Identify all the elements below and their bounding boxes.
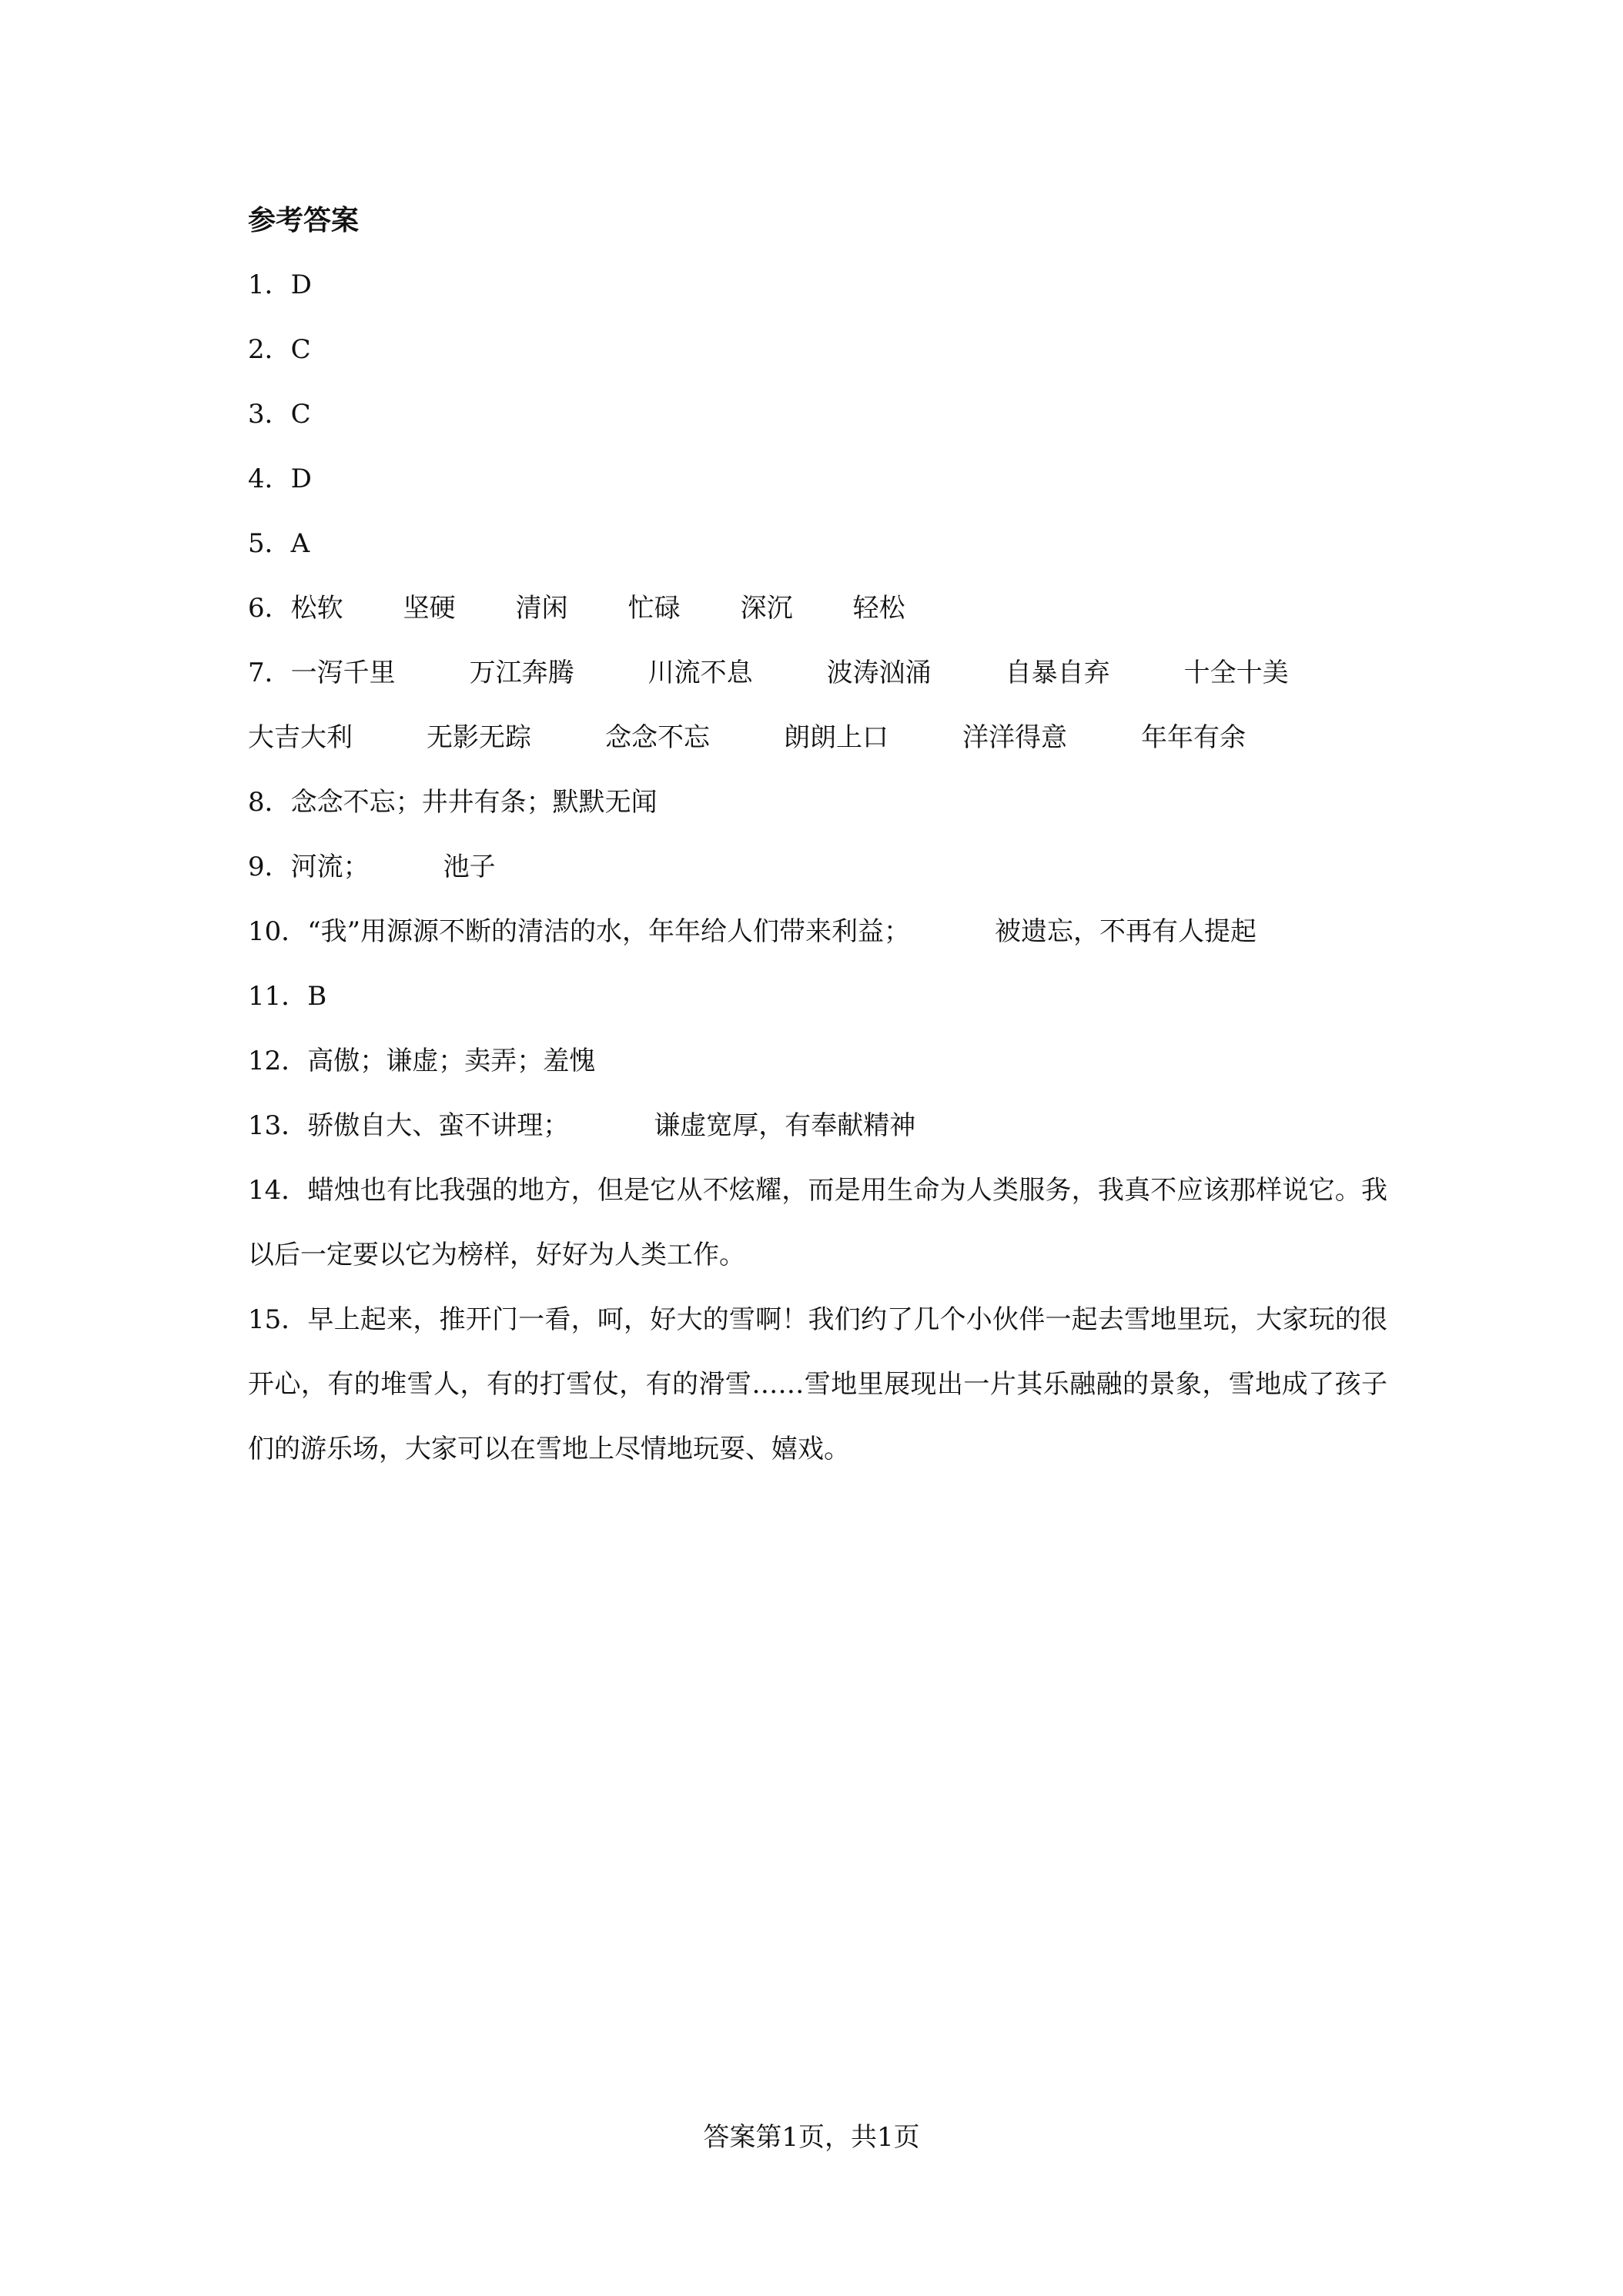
word-cell: 轻松 [852,593,905,624]
idiom-cell: 年年有余 [1141,722,1246,753]
idiom-row [248,705,1387,770]
answer-text: C [290,334,311,365]
idiom-cell: 念念不忘 [605,722,710,753]
idiom-cell: 川流不息 [648,658,753,688]
answer-15 [248,1287,1387,1481]
word-cell: 忙碌 [627,593,681,624]
idiom-cell: 洋洋得意 [962,722,1067,753]
answer-text: 蜡烛也有比我强的地方，但是它从不炫耀，而是用生命为人类服务，我真不应该那样说它。我以后一定要以它为榜样，好好为人类工作。 [248,1175,1387,1270]
idiom-cell: 自暴自弃 [1005,658,1110,688]
idiom-cell: 无影无踪 [427,722,531,753]
answer-7 [248,641,1387,770]
page-title: 参考答案 [248,204,360,236]
answer-number: 6． [248,593,291,624]
answer-number: 5． [248,528,291,559]
answer-number: 4． [248,464,291,494]
word-cell: 清闲 [515,593,568,624]
answer-1 [248,253,1387,317]
answer-number: 2． [248,334,291,365]
answer-list [248,253,1387,1481]
answer-number: 3． [248,399,291,430]
answer-part-1: “我”用源源不断的清洁的水，年年给人们带来利益； [307,916,911,947]
answer-8 [248,770,1387,835]
answer-part-1: 骄傲自大、蛮不讲理； [307,1110,570,1141]
answer-5 [248,511,1387,576]
answer-number: 10． [248,916,308,947]
answer-number: 14． [248,1175,308,1206]
answer-number: 12． [248,1046,308,1076]
idiom-cell: 大吉大利 [248,722,353,753]
answer-part-1: 河流； [290,852,370,882]
word-cell: 深沉 [740,593,793,624]
answer-10 [248,899,1387,964]
idiom-cell: 朗朗上口 [784,722,888,753]
answer-11 [248,964,1387,1029]
answer-number: 7． [248,658,291,688]
answer-text: A [290,528,310,559]
answer-text: B [307,981,327,1012]
answer-4 [248,447,1387,511]
answer-9 [248,835,1387,899]
answer-number: 9． [248,852,291,882]
word-cell: 松软 [290,593,343,624]
answer-text: D [290,464,312,494]
idiom-cell: 波涛汹涌 [826,658,932,688]
answer-number: 8． [248,787,291,818]
answer-13 [248,1093,1387,1158]
idiom-row [248,641,1387,705]
page-footer: 答案第1页，共1页 [703,2122,920,2153]
answer-number: 1． [248,269,291,300]
answer-text: 早上起来，推开门一看，呵，好大的雪啊！我们约了几个小伙伴一起去雪地里玩，大家玩的很开心，有的堆雪人，有的打雪仗，有的滑雪……雪地里展现出一片其乐融融的景象，雪地成了孩子们的游乐场，大家可以在雪地上尽情地玩耍、嬉戏。 [248,1304,1387,1464]
answer-2 [248,317,1387,382]
answer-text: 高傲；谦虚；卖弄；羞愧 [307,1046,596,1076]
idiom-cell: 一泻千里 [290,658,396,688]
answer-part-2: 被遗忘，不再有人提起 [995,916,1257,947]
answer-14 [248,1158,1387,1287]
idiom-cell: 万江奔腾 [469,658,574,688]
idiom-cell: 十全十美 [1183,658,1289,688]
answer-3 [248,382,1387,447]
answer-text: D [290,269,312,300]
answer-part-2: 谦虚宽厚，有奉献精神 [654,1110,916,1141]
answer-12 [248,1029,1387,1093]
answer-number: 15． [248,1304,308,1335]
answer-number: 13． [248,1110,308,1141]
word-cell: 坚硬 [403,593,456,624]
answer-number: 11． [248,981,308,1012]
answer-text: 念念不忘；井井有条；默默无闻 [290,787,658,818]
answer-part-2: 池子 [443,852,496,882]
answer-text: C [290,399,311,430]
answer-6 [248,576,1387,641]
